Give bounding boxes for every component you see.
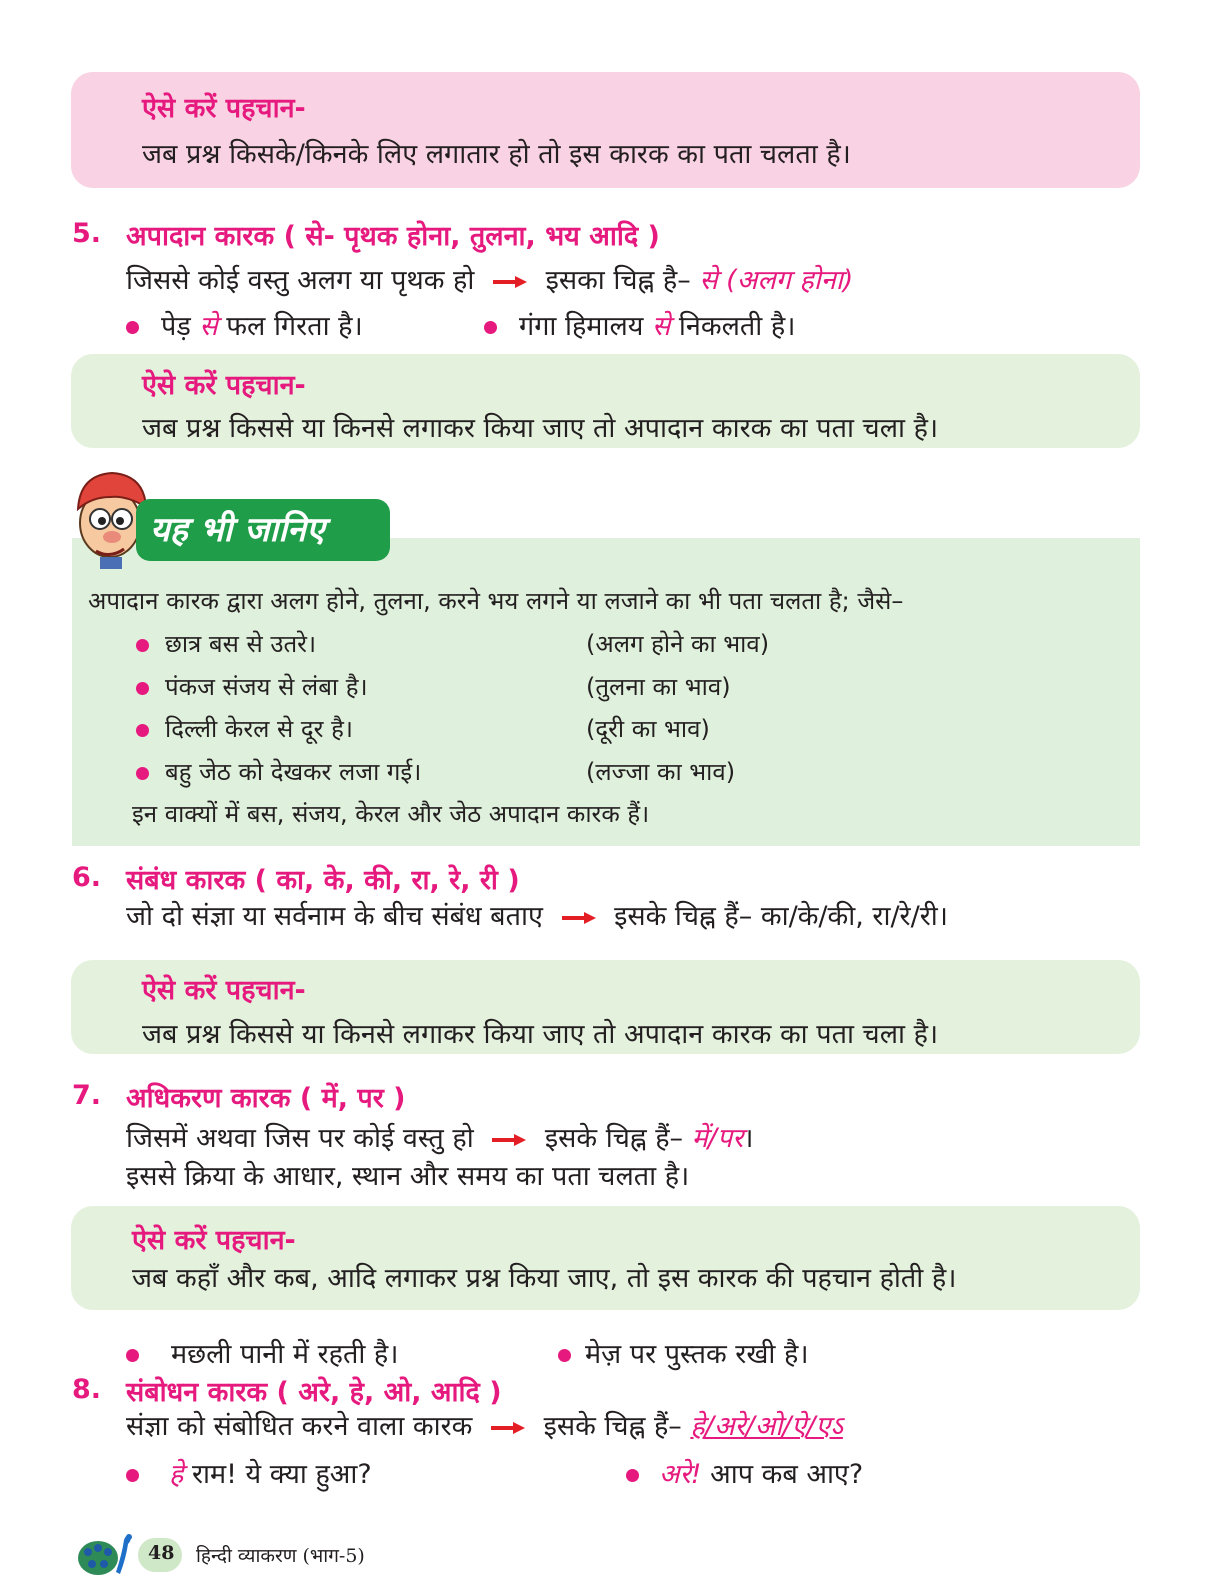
section-definition <box>126 260 853 297</box>
definition-text: जो दो संज्ञा या सर्वनाम के बीच संबंध बताए <box>126 901 543 932</box>
peacock-icon <box>76 1528 138 1578</box>
example-text: फल गिरता है। <box>226 311 363 342</box>
identification-text: जब प्रश्न किससे या किनसे लगाकर किया जाए तो अपादान कारक का पता चला है। <box>142 413 939 444</box>
bullet-icon <box>126 1349 139 1362</box>
section-note: इससे क्रिया के आधार, स्थान और समय का पता चलता है। <box>126 1161 690 1192</box>
sign-label: इसके चिह्न हैं– <box>614 901 753 932</box>
know-conclusion: इन वाक्यों में बस, संजय, केरल और जेठ अपादान कारक हैं। <box>132 800 650 828</box>
example-highlight: हे <box>169 1459 184 1490</box>
section-definition <box>126 1406 843 1443</box>
example-text: आप कब आए? <box>710 1459 864 1490</box>
bullet-icon <box>136 682 149 695</box>
example-row <box>126 306 363 343</box>
section-title: संबोधन कारक ( अरे, हे, ओ, आदि ) <box>126 1377 502 1408</box>
bullet-icon <box>484 321 497 334</box>
example-text: निकलती है। <box>678 311 796 342</box>
example-text: राम! ये क्या हुआ? <box>191 1459 372 1490</box>
section-title: अधिकरण कारक ( में, पर ) <box>126 1083 406 1114</box>
section-number: 8. <box>72 1374 102 1405</box>
definition-text: संज्ञा को संबोधित करने वाला कारक <box>126 1411 473 1442</box>
know-note: (दूरी का भाव) <box>586 715 710 743</box>
identification-text: जब प्रश्न किससे या किनसे लगाकर किया जाए तो अपादान कारक का पता चला है। <box>142 1019 939 1050</box>
bullet-icon <box>558 1349 571 1362</box>
identification-text: जब प्रश्न किसके/किनके लिए लगातार हो तो इस कारक का पता चलता है। <box>142 139 851 170</box>
example-row <box>484 306 795 343</box>
example-row <box>126 1454 372 1491</box>
bullet-icon <box>126 1469 139 1482</box>
arrow-icon <box>493 275 527 289</box>
example-text: गंगा हिमालय <box>519 311 644 342</box>
example-highlight: अरे! <box>659 1459 702 1490</box>
section-definition <box>126 896 948 933</box>
definition-text: जिससे कोई वस्तु अलग या पृथक हो <box>126 265 475 296</box>
sign-label: इसके चिह्न हैं– <box>544 1123 684 1154</box>
identification-heading: ऐसे करें पहचान- <box>142 370 306 401</box>
know-sentence: छात्र बस से उतरे। <box>165 630 317 658</box>
section-number: 5. <box>72 218 102 249</box>
know-item <box>136 755 421 788</box>
identification-heading: ऐसे करें पहचान- <box>142 93 306 124</box>
book-title: हिन्दी व्याकरण (भाग-5) <box>196 1545 365 1567</box>
sign-label: इसके चिह्न हैं– <box>543 1411 682 1442</box>
sign-value: हे/अरे/ओ/ऐ/एऽ <box>690 1411 843 1442</box>
arrow-icon <box>491 1421 525 1435</box>
arrow-icon <box>562 911 596 925</box>
definition-text: जिसमें अथवा जिस पर कोई वस्तु हो <box>126 1123 474 1154</box>
sign-label: इसका चिह्न है– <box>545 265 691 296</box>
page-number: 48 <box>148 1542 175 1564</box>
know-sentence: बहु जेठ को देखकर लजा गई। <box>165 758 422 786</box>
identification-text: जब कहाँ और कब, आदि लगाकर प्रश्न किया जाए, तो इस कारक की पहचान होती है। <box>132 1263 957 1294</box>
know-sentence: दिल्ली केरल से दूर है। <box>165 715 353 743</box>
sign-value: का/के/की, रा/रे/री। <box>760 901 948 932</box>
bullet-icon <box>136 767 149 780</box>
bullet-icon <box>136 639 149 652</box>
example-row <box>626 1454 863 1491</box>
sign-value: से (अलग होना) <box>699 265 854 296</box>
section-title: संबंध कारक ( का, के, की, रा, रे, री ) <box>126 865 520 896</box>
bullet-icon <box>626 1469 639 1482</box>
sign-end: । <box>743 1123 754 1154</box>
arrow-icon <box>492 1133 526 1147</box>
bullet-icon <box>136 724 149 737</box>
know-note: (तुलना का भाव) <box>586 673 731 701</box>
know-item <box>136 670 368 703</box>
example-highlight: से <box>199 311 218 342</box>
example-text: मेज़ पर पुस्तक रखी है। <box>585 1339 809 1370</box>
example-text: मछली पानी में रहती है। <box>171 1339 399 1370</box>
section-definition <box>126 1118 754 1155</box>
know-item <box>136 712 353 745</box>
example-text: पेड़ <box>161 311 191 342</box>
section-number: 6. <box>72 862 102 893</box>
bullet-icon <box>126 321 139 334</box>
know-note: (लज्जा का भाव) <box>586 758 736 786</box>
know-sentence: पंकज संजय से लंबा है। <box>165 673 368 701</box>
identification-heading: ऐसे करें पहचान- <box>132 1225 296 1256</box>
know-item <box>136 627 316 660</box>
sign-value: में/पर <box>691 1123 744 1154</box>
example-highlight: से <box>652 311 671 342</box>
know-note: (अलग होने का भाव) <box>586 630 770 658</box>
section-title: अपादान कारक ( से- पृथक होना, तुलना, भय आदि ) <box>126 221 660 252</box>
know-this-badge: यह भी जानिए <box>136 499 390 561</box>
example-row <box>126 1334 399 1371</box>
know-intro: अपादान कारक द्वारा अलग होने, तुलना, करने भय लगने या लजाने का भी पता चलता है; जैसे– <box>88 587 904 615</box>
identification-heading: ऐसे करें पहचान- <box>142 975 306 1006</box>
section-number: 7. <box>72 1080 102 1111</box>
example-row <box>558 1334 809 1371</box>
